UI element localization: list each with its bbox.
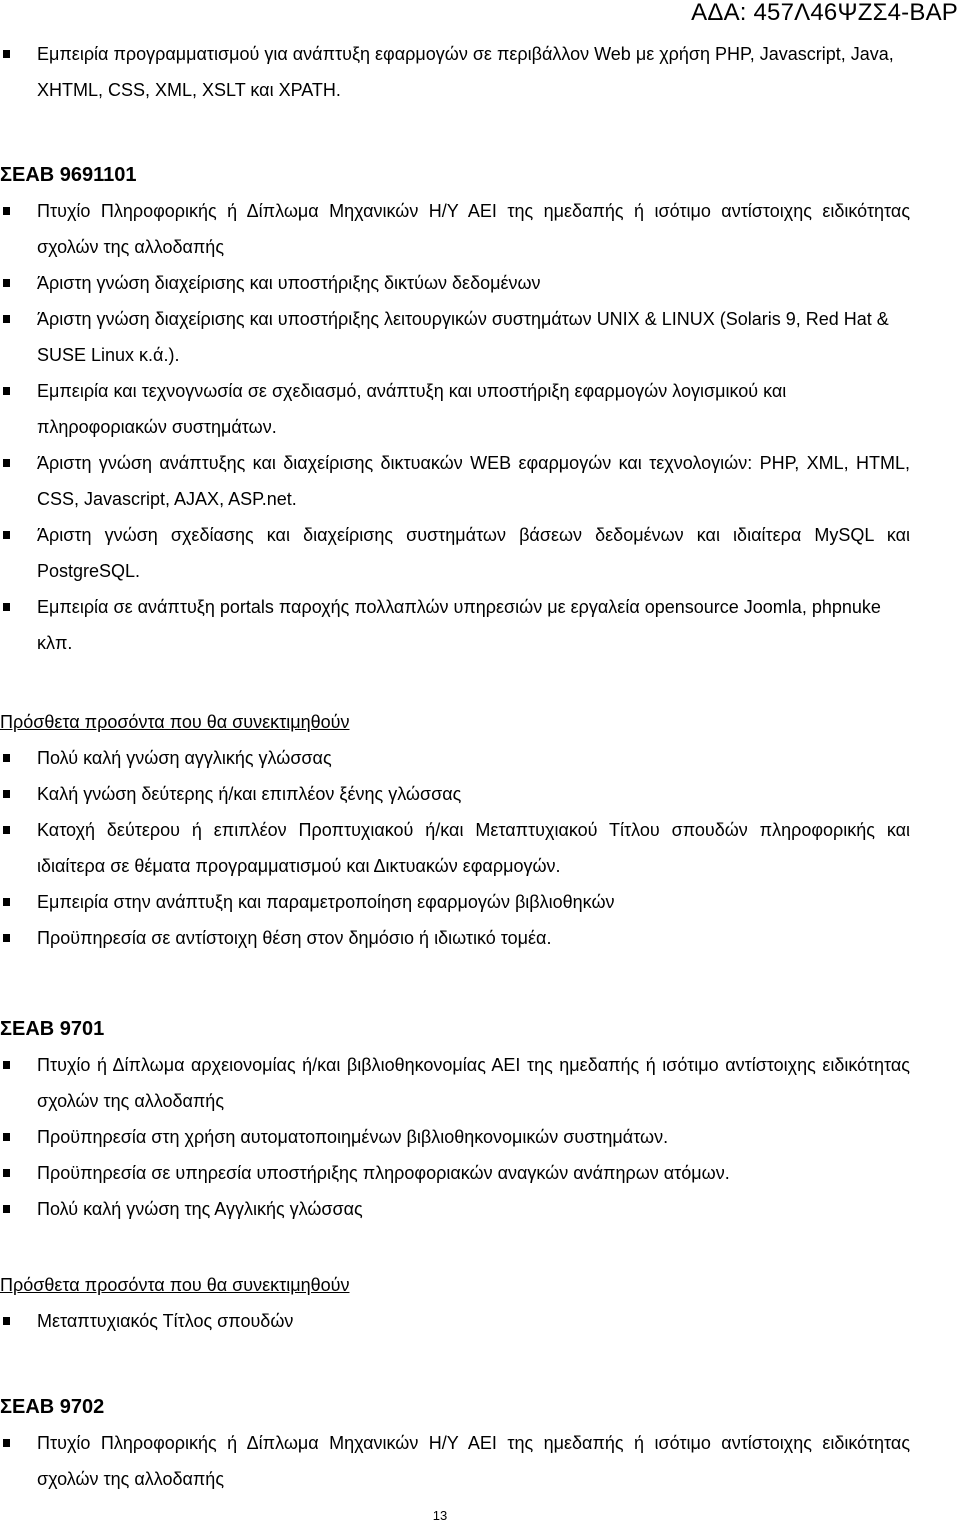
list-item: Προϋπηρεσία σε υπηρεσία υποστήριξης πληροφοριακών αναγκών ανάπηρων ατόμων. bbox=[0, 1155, 960, 1191]
list-item: Άριστη γνώση σχεδίασης και διαχείρισης συστημάτων βάσεων δεδομένων και ιδιαίτερα MySQL και PostgreSQL. bbox=[0, 517, 960, 589]
subsection-title: Πρόσθετα προσόντα που θα συνεκτιμηθούν bbox=[0, 712, 350, 732]
bullet-icon bbox=[3, 1317, 10, 1325]
bullet-icon bbox=[3, 50, 10, 58]
list-item: Πτυχίο Πληροφορικής ή Δίπλωμα Μηχανικών Η/Υ ΑΕΙ της ημεδαπής ή ισότιμο αντίστοιχης ειδικότητας σχολών της αλλοδαπής bbox=[0, 193, 960, 265]
list-item: Μεταπτυχιακός Τίτλος σπουδών bbox=[0, 1303, 960, 1339]
list-item: Εμπειρία προγραμματισμού για ανάπτυξη εφαρμογών σε περιβάλλον Web με χρήση PHP, Javascript, Java, XHTML, CSS, XML, XSLT και XPATH. bbox=[0, 36, 960, 108]
bullet-icon bbox=[3, 207, 10, 215]
bullet-icon bbox=[3, 1133, 10, 1141]
list-item: Κατοχή δεύτερου ή επιπλέον Προπτυχιακού ή/και Μεταπτυχιακού Τίτλου σπουδών πληροφορικής και ιδιαίτερα σε θέματα προγραμματισμού και Δικτυακών εφαρμογών. bbox=[0, 812, 960, 884]
bullet-icon bbox=[3, 1169, 10, 1177]
list-item: Πτυχίο Πληροφορικής ή Δίπλωμα Μηχανικών Η/Υ ΑΕΙ της ημεδαπής ή ισότιμο αντίστοιχης ειδικότητας σχολών της αλλοδαπής bbox=[0, 1425, 960, 1497]
bullet-icon bbox=[3, 459, 10, 467]
list-item: Άριστη γνώση ανάπτυξης και διαχείρισης δικτυακών WEB εφαρμογών και τεχνολογιών: PHP, XML, HTML, CSS, Javascript, AJAX, ASP.net. bbox=[0, 445, 960, 517]
bullet-icon bbox=[3, 315, 10, 323]
section-seab-9691101 bbox=[0, 157, 960, 661]
intro-section bbox=[0, 36, 960, 108]
ada-code: ΑΔΑ: 457Λ46ΨΖΣ4-ΒΑΡ bbox=[691, 0, 958, 26]
page-number: 13 bbox=[432, 1508, 448, 1523]
bullet-icon bbox=[3, 790, 10, 798]
section-title: ΣΕΑΒ 9702 bbox=[0, 1396, 105, 1418]
bullet-icon bbox=[3, 531, 10, 539]
list-item: Άριστη γνώση διαχείρισης και υποστήριξης λειτουργικών συστημάτων UNIX & LINUX (Solaris 9, Red Hat & SUSE Linux κ.ά.). bbox=[0, 301, 960, 373]
section-seab-9702 bbox=[0, 1389, 960, 1497]
list-item: Εμπειρία στην ανάπτυξη και παραμετροποίηση εφαρμογών βιβλιοθηκών bbox=[0, 884, 960, 920]
list-item: Προϋπηρεσία στη χρήση αυτοματοποιημένων βιβλιοθηκονομικών συστημάτων. bbox=[0, 1119, 960, 1155]
extra-qualifications-9691101 bbox=[0, 704, 960, 956]
bullet-icon bbox=[3, 387, 10, 395]
list-item: Πολύ καλή γνώση αγγλικής γλώσσας bbox=[0, 740, 960, 776]
list-item: Πτυχίο ή Δίπλωμα αρχειονομίας ή/και βιβλιοθηκονομίας ΑΕΙ της ημεδαπής ή ισότιμο αντίστοιχης ειδικότητας σχολών της αλλοδαπής bbox=[0, 1047, 960, 1119]
bullet-icon bbox=[3, 1061, 10, 1069]
bullet-icon bbox=[3, 1439, 10, 1447]
section-title: ΣΕΑΒ 9701 bbox=[0, 1018, 105, 1040]
list-item: Προϋπηρεσία σε αντίστοιχη θέση στον δημόσιο ή ιδιωτικό τομέα. bbox=[0, 920, 960, 956]
bullet-icon bbox=[3, 603, 10, 611]
bullet-icon bbox=[3, 826, 10, 834]
list-item: Εμπειρία και τεχνογνωσία σε σχεδιασμό, ανάπτυξη και υποστήριξη εφαρμογών λογισμικού και πληροφοριακών συστημάτων. bbox=[0, 373, 960, 445]
section-seab-9701 bbox=[0, 1011, 960, 1227]
bullet-icon bbox=[3, 279, 10, 287]
subsection-title: Πρόσθετα προσόντα που θα συνεκτιμηθούν bbox=[0, 1275, 350, 1295]
list-item: Καλή γνώση δεύτερης ή/και επιπλέον ξένης γλώσσας bbox=[0, 776, 960, 812]
extra-qualifications-9701 bbox=[0, 1267, 960, 1339]
bullet-icon bbox=[3, 754, 10, 762]
bullet-icon bbox=[3, 934, 10, 942]
bullet-icon bbox=[3, 898, 10, 906]
list-item: Πολύ καλή γνώση της Αγγλικής γλώσσας bbox=[0, 1191, 960, 1227]
list-item: Άριστη γνώση διαχείρισης και υποστήριξης δικτύων δεδομένων bbox=[0, 265, 960, 301]
bullet-icon bbox=[3, 1205, 10, 1213]
section-title: ΣΕΑΒ 9691101 bbox=[0, 164, 137, 186]
list-item: Εμπειρία σε ανάπτυξη portals παροχής πολλαπλών υπηρεσιών με εργαλεία opensource Joomla, phpnuke κλπ. bbox=[0, 589, 960, 661]
